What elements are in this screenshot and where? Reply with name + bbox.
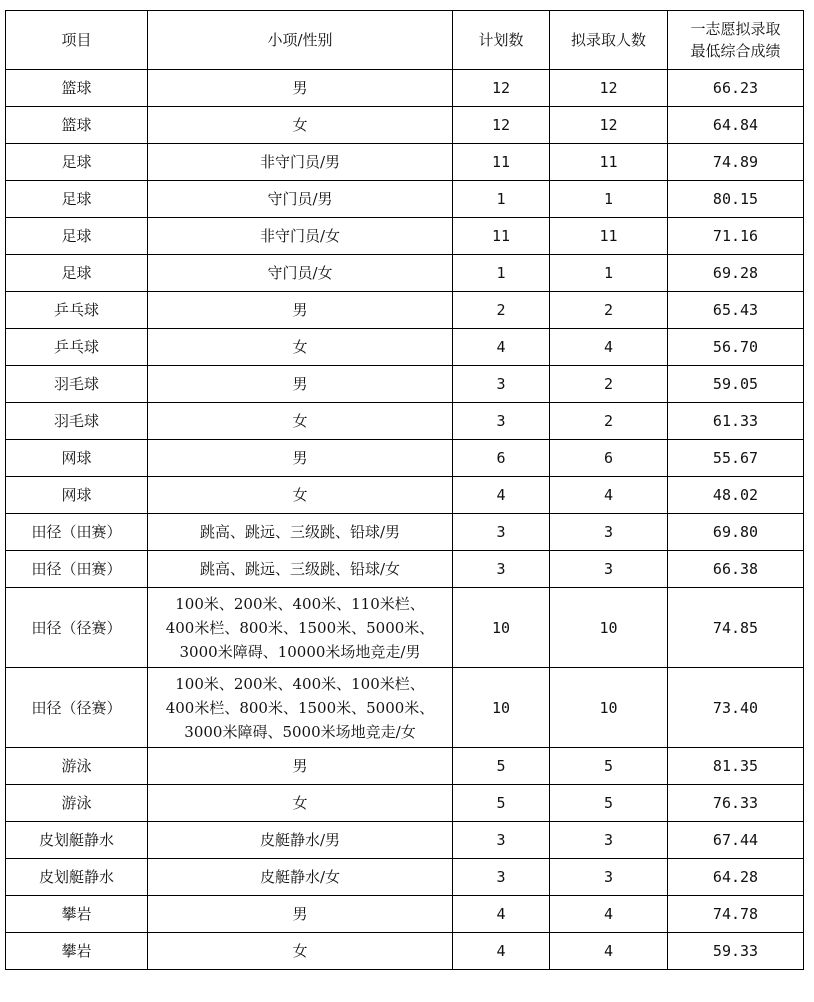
cell-item: 田径（田赛） (6, 551, 148, 588)
cell-item: 攀岩 (6, 933, 148, 970)
table-row (6, 896, 804, 933)
cell-item: 游泳 (6, 748, 148, 785)
cell-item: 足球 (6, 218, 148, 255)
table-row (6, 668, 804, 748)
cell-min-score: 67.44 (668, 822, 804, 859)
cell-item: 田径（田赛） (6, 514, 148, 551)
cell-item: 足球 (6, 144, 148, 181)
cell-admit: 6 (550, 440, 668, 477)
cell-plan: 3 (453, 859, 550, 896)
cell-sub-item: 守门员/女 (148, 255, 453, 292)
table-row (6, 822, 804, 859)
cell-sub-item: 皮艇静水/男 (148, 822, 453, 859)
cell-admit: 3 (550, 822, 668, 859)
cell-admit: 1 (550, 181, 668, 218)
table-row (6, 181, 804, 218)
cell-admit: 5 (550, 785, 668, 822)
admission-table (5, 10, 804, 970)
cell-plan: 12 (453, 70, 550, 107)
cell-item: 田径（径赛） (6, 588, 148, 668)
cell-admit: 12 (550, 107, 668, 144)
cell-sub-item: 男 (148, 366, 453, 403)
table-row (6, 933, 804, 970)
cell-sub-item: 100米、200米、400米、100米栏、 400米栏、800米、1500米、5000米、 3000米障碍、5000米场地竞走/女 (148, 668, 453, 748)
cell-min-score: 74.78 (668, 896, 804, 933)
table-row (6, 440, 804, 477)
table-row (6, 403, 804, 440)
cell-admit: 12 (550, 70, 668, 107)
cell-plan: 10 (453, 588, 550, 668)
table-header-row (6, 11, 804, 70)
cell-plan: 11 (453, 218, 550, 255)
cell-item: 网球 (6, 440, 148, 477)
cell-sub-item: 男 (148, 70, 453, 107)
cell-item: 篮球 (6, 107, 148, 144)
cell-min-score: 69.80 (668, 514, 804, 551)
header-sub-item: 小项/性别 (148, 11, 453, 70)
cell-item: 皮划艇静水 (6, 859, 148, 896)
cell-item: 攀岩 (6, 896, 148, 933)
cell-min-score: 73.40 (668, 668, 804, 748)
cell-item: 田径（径赛） (6, 668, 148, 748)
cell-sub-item: 跳高、跳远、三级跳、铅球/男 (148, 514, 453, 551)
cell-admit: 10 (550, 668, 668, 748)
table-body (6, 70, 804, 970)
table-row (6, 366, 804, 403)
cell-admit: 4 (550, 477, 668, 514)
cell-sub-item: 跳高、跳远、三级跳、铅球/女 (148, 551, 453, 588)
cell-sub-item: 男 (148, 292, 453, 329)
cell-min-score: 76.33 (668, 785, 804, 822)
cell-item: 游泳 (6, 785, 148, 822)
cell-admit: 5 (550, 748, 668, 785)
header-min-score: 一志愿拟录取 最低综合成绩 (668, 11, 804, 70)
cell-admit: 11 (550, 218, 668, 255)
table-row (6, 588, 804, 668)
cell-plan: 3 (453, 403, 550, 440)
cell-min-score: 65.43 (668, 292, 804, 329)
table-row (6, 748, 804, 785)
cell-admit: 2 (550, 366, 668, 403)
cell-min-score: 66.38 (668, 551, 804, 588)
cell-item: 篮球 (6, 70, 148, 107)
cell-plan: 3 (453, 551, 550, 588)
cell-plan: 11 (453, 144, 550, 181)
header-plan: 计划数 (453, 11, 550, 70)
cell-item: 足球 (6, 255, 148, 292)
cell-sub-item: 女 (148, 329, 453, 366)
cell-plan: 2 (453, 292, 550, 329)
cell-min-score: 55.67 (668, 440, 804, 477)
table-row (6, 70, 804, 107)
cell-min-score: 80.15 (668, 181, 804, 218)
table-row (6, 292, 804, 329)
cell-min-score: 61.33 (668, 403, 804, 440)
table-row (6, 329, 804, 366)
cell-sub-item: 女 (148, 785, 453, 822)
table-row (6, 218, 804, 255)
cell-admit: 1 (550, 255, 668, 292)
cell-plan: 5 (453, 748, 550, 785)
cell-sub-item: 皮艇静水/女 (148, 859, 453, 896)
cell-plan: 3 (453, 822, 550, 859)
header-item: 项目 (6, 11, 148, 70)
cell-min-score: 81.35 (668, 748, 804, 785)
cell-item: 羽毛球 (6, 403, 148, 440)
cell-item: 羽毛球 (6, 366, 148, 403)
cell-sub-item: 女 (148, 477, 453, 514)
cell-sub-item: 女 (148, 403, 453, 440)
cell-item: 乒乓球 (6, 292, 148, 329)
cell-plan: 1 (453, 255, 550, 292)
cell-min-score: 64.28 (668, 859, 804, 896)
cell-plan: 10 (453, 668, 550, 748)
cell-plan: 3 (453, 514, 550, 551)
cell-admit: 2 (550, 403, 668, 440)
cell-plan: 12 (453, 107, 550, 144)
cell-plan: 6 (453, 440, 550, 477)
table-row (6, 107, 804, 144)
cell-min-score: 48.02 (668, 477, 804, 514)
cell-item: 网球 (6, 477, 148, 514)
cell-admit: 4 (550, 896, 668, 933)
cell-sub-item: 男 (148, 748, 453, 785)
cell-plan: 4 (453, 329, 550, 366)
cell-min-score: 74.85 (668, 588, 804, 668)
cell-plan: 4 (453, 933, 550, 970)
cell-min-score: 66.23 (668, 70, 804, 107)
cell-plan: 1 (453, 181, 550, 218)
cell-sub-item: 女 (148, 107, 453, 144)
header-admit: 拟录取人数 (550, 11, 668, 70)
cell-plan: 5 (453, 785, 550, 822)
cell-min-score: 59.33 (668, 933, 804, 970)
cell-admit: 3 (550, 859, 668, 896)
table-row (6, 255, 804, 292)
table-row (6, 144, 804, 181)
cell-min-score: 69.28 (668, 255, 804, 292)
table-row (6, 514, 804, 551)
cell-admit: 10 (550, 588, 668, 668)
cell-item: 皮划艇静水 (6, 822, 148, 859)
cell-admit: 3 (550, 551, 668, 588)
cell-plan: 3 (453, 366, 550, 403)
cell-min-score: 71.16 (668, 218, 804, 255)
table-row (6, 859, 804, 896)
cell-admit: 4 (550, 933, 668, 970)
cell-min-score: 74.89 (668, 144, 804, 181)
cell-item: 足球 (6, 181, 148, 218)
cell-item: 乒乓球 (6, 329, 148, 366)
cell-plan: 4 (453, 477, 550, 514)
cell-admit: 11 (550, 144, 668, 181)
cell-sub-item: 非守门员/男 (148, 144, 453, 181)
table-row (6, 477, 804, 514)
cell-admit: 2 (550, 292, 668, 329)
cell-admit: 3 (550, 514, 668, 551)
cell-min-score: 59.05 (668, 366, 804, 403)
cell-min-score: 64.84 (668, 107, 804, 144)
cell-admit: 4 (550, 329, 668, 366)
cell-sub-item: 非守门员/女 (148, 218, 453, 255)
table-row (6, 785, 804, 822)
table-row (6, 551, 804, 588)
cell-sub-item: 男 (148, 896, 453, 933)
cell-sub-item: 守门员/男 (148, 181, 453, 218)
cell-min-score: 56.70 (668, 329, 804, 366)
cell-plan: 4 (453, 896, 550, 933)
cell-sub-item: 男 (148, 440, 453, 477)
cell-sub-item: 100米、200米、400米、110米栏、 400米栏、800米、1500米、5000米、 3000米障碍、10000米场地竞走/男 (148, 588, 453, 668)
cell-sub-item: 女 (148, 933, 453, 970)
